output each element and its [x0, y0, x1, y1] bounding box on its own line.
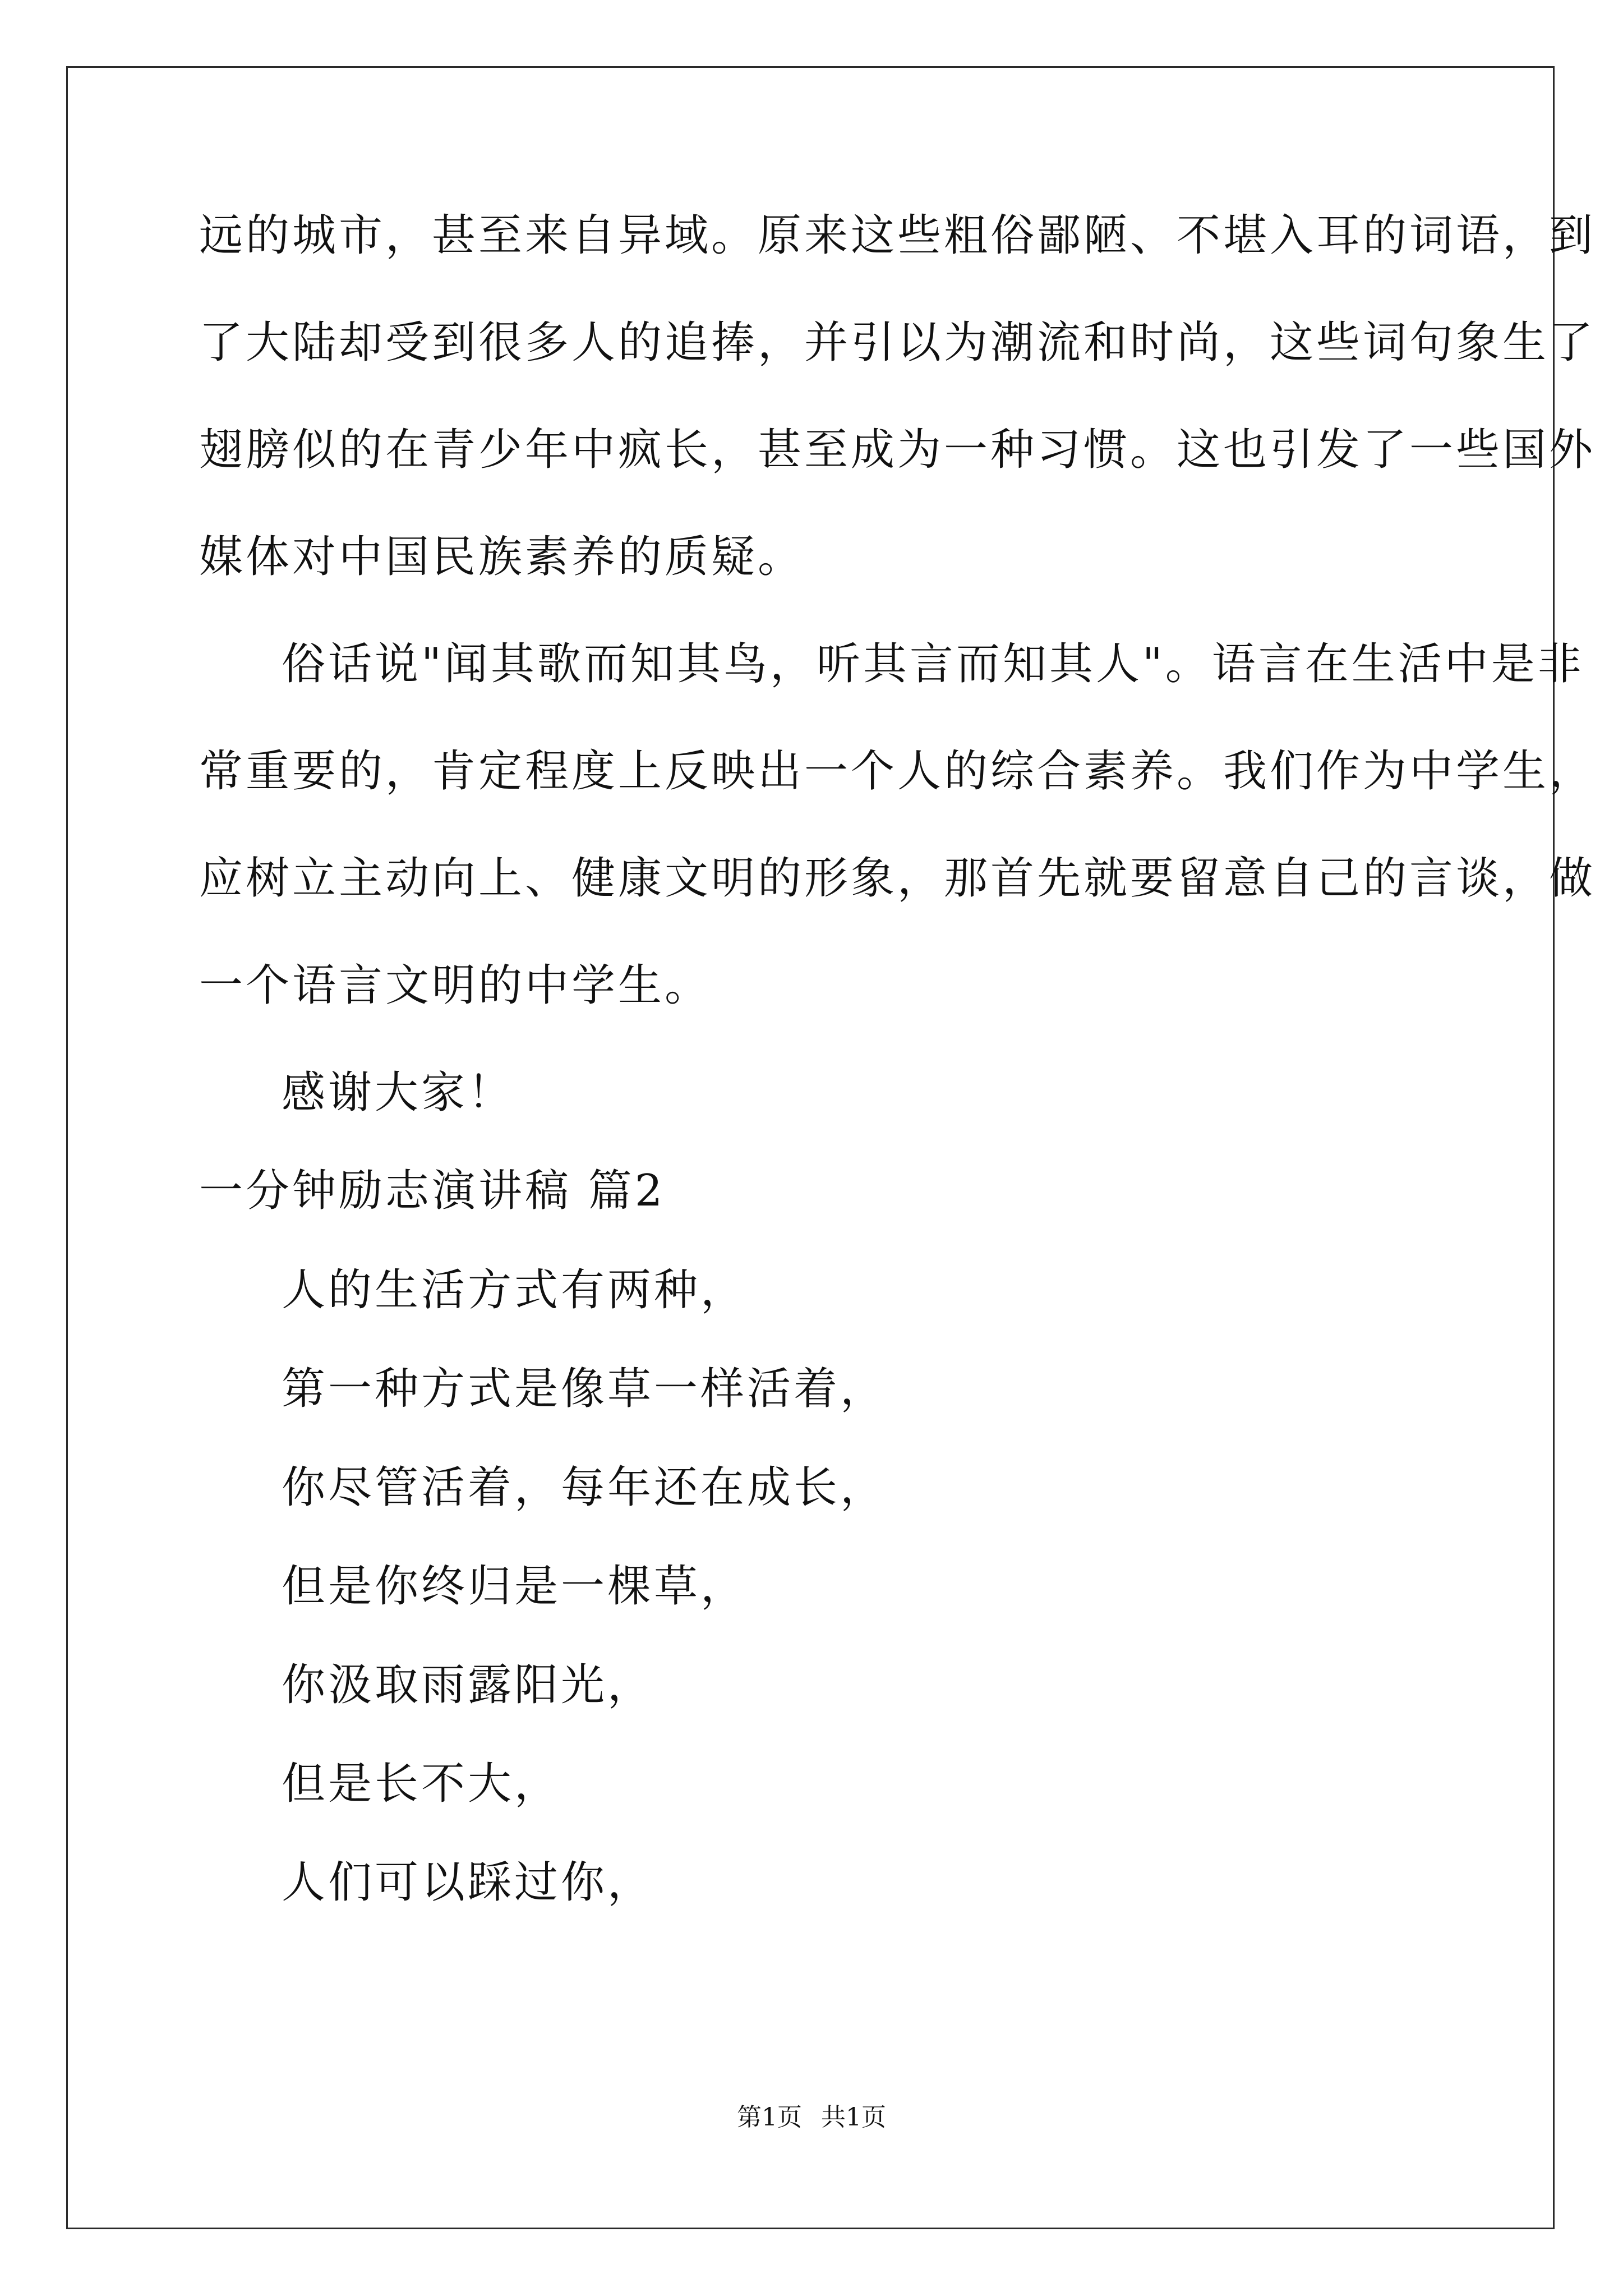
page-number: 第1页	[737, 2103, 802, 2132]
body-line: 人们可以踩过你，	[282, 1857, 654, 1908]
body-line: 你汲取雨露阳光，	[282, 1660, 654, 1710]
body-line: 但是你终归是一棵草，	[282, 1561, 748, 1612]
body-line: 俗话说"闻其歌而知其鸟，听其言而知其人"。语言在生活中是非	[282, 639, 1584, 689]
page-footer	[0, 2101, 1623, 2134]
body-line: 翅膀似的在青少年中疯长，甚至成为一种习惯。这也引发了一些国外	[199, 425, 1596, 475]
body-line: 了大陆却受到很多人的追捧，并引以为潮流和时尚，这些词句象生了	[199, 318, 1596, 368]
body-line: 但是长不大，	[282, 1759, 561, 1809]
body-line: 应树立主动向上、健康文明的形象，那首先就要留意自己的言谈，做	[199, 853, 1596, 904]
body-line: 你尽管活着，每年还在成长，	[282, 1462, 887, 1513]
section-heading: 一分钟励志演讲稿 篇2	[199, 1166, 666, 1216]
body-line: 一个语言文明的中学生。	[199, 960, 712, 1011]
body-line: 第一种方式是像草一样活着，	[282, 1364, 887, 1414]
body-line: 媒体对中国民族素养的质疑。	[199, 532, 805, 582]
body-line: 远的城市，甚至来自异域。原来这些粗俗鄙陋、不堪入耳的词语，到	[199, 210, 1596, 261]
page-total: 共1页	[821, 2103, 886, 2132]
body-line: 人的生活方式有两种，	[282, 1265, 748, 1315]
body-line: 感谢大家！	[282, 1068, 515, 1118]
body-line: 常重要的，肯定程度上反映出一个人的综合素养。我们作为中学生，	[199, 746, 1596, 797]
